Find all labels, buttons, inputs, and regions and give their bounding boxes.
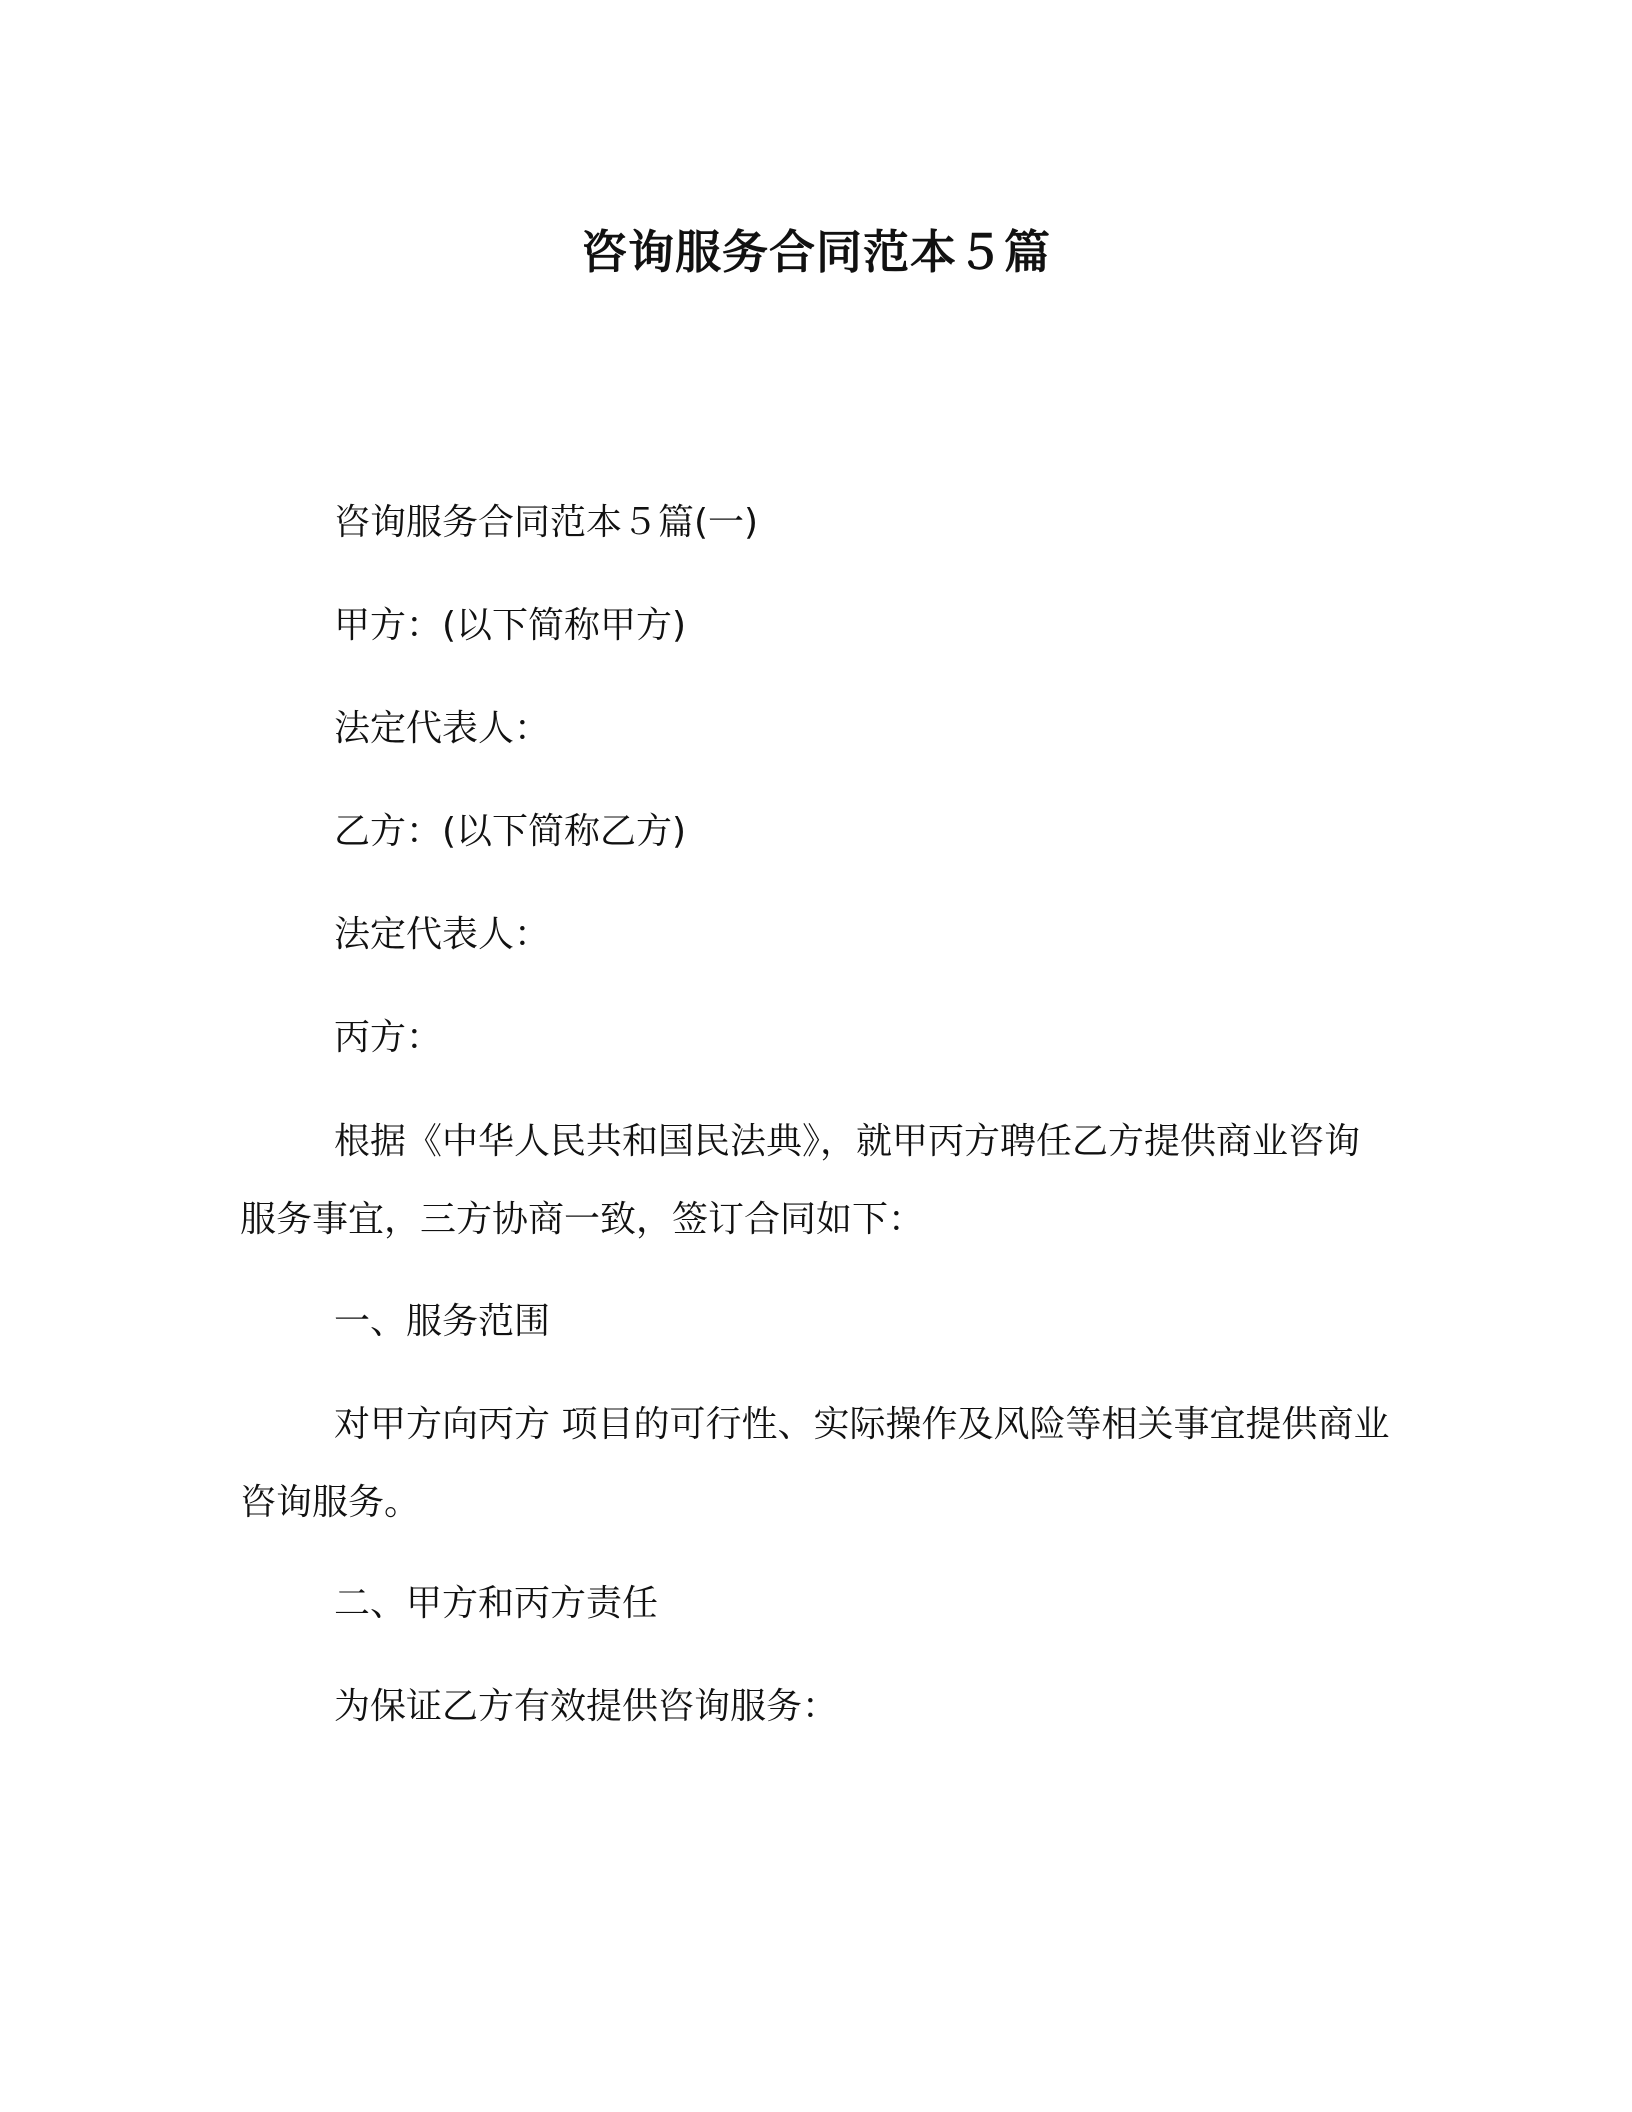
section-2-intro: 为保证乙方有效提供咨询服务： (334, 1686, 839, 1727)
party-a-line: 甲方：(以下简称甲方) (334, 605, 687, 646)
party-c-line: 丙方： (334, 1017, 443, 1058)
section-2-heading: 二、甲方和丙方责任 (334, 1583, 659, 1624)
document-title: 咨询服务合同范本５篇 (581, 225, 1051, 279)
section-1-body: 对甲方向丙方 项目的可行性、实际操作及风险等相关事宜提供商业咨询服务。 (240, 1404, 1390, 1523)
legal-representative-a-line: 法定代表人： (334, 708, 551, 749)
party-b-line: 乙方：(以下简称乙方) (334, 811, 687, 852)
section-1-heading: 一、服务范围 (334, 1301, 551, 1342)
legal-representative-b-line: 法定代表人： (334, 914, 551, 955)
contract-subtitle: 咨询服务合同范本５篇(一) (334, 502, 759, 543)
contract-basis-paragraph: 根据《中华人民共和国民法典》，就甲丙方聘任乙方提供商业咨询服务事宜，三方协商一致，签订合同如下： (240, 1121, 1361, 1240)
